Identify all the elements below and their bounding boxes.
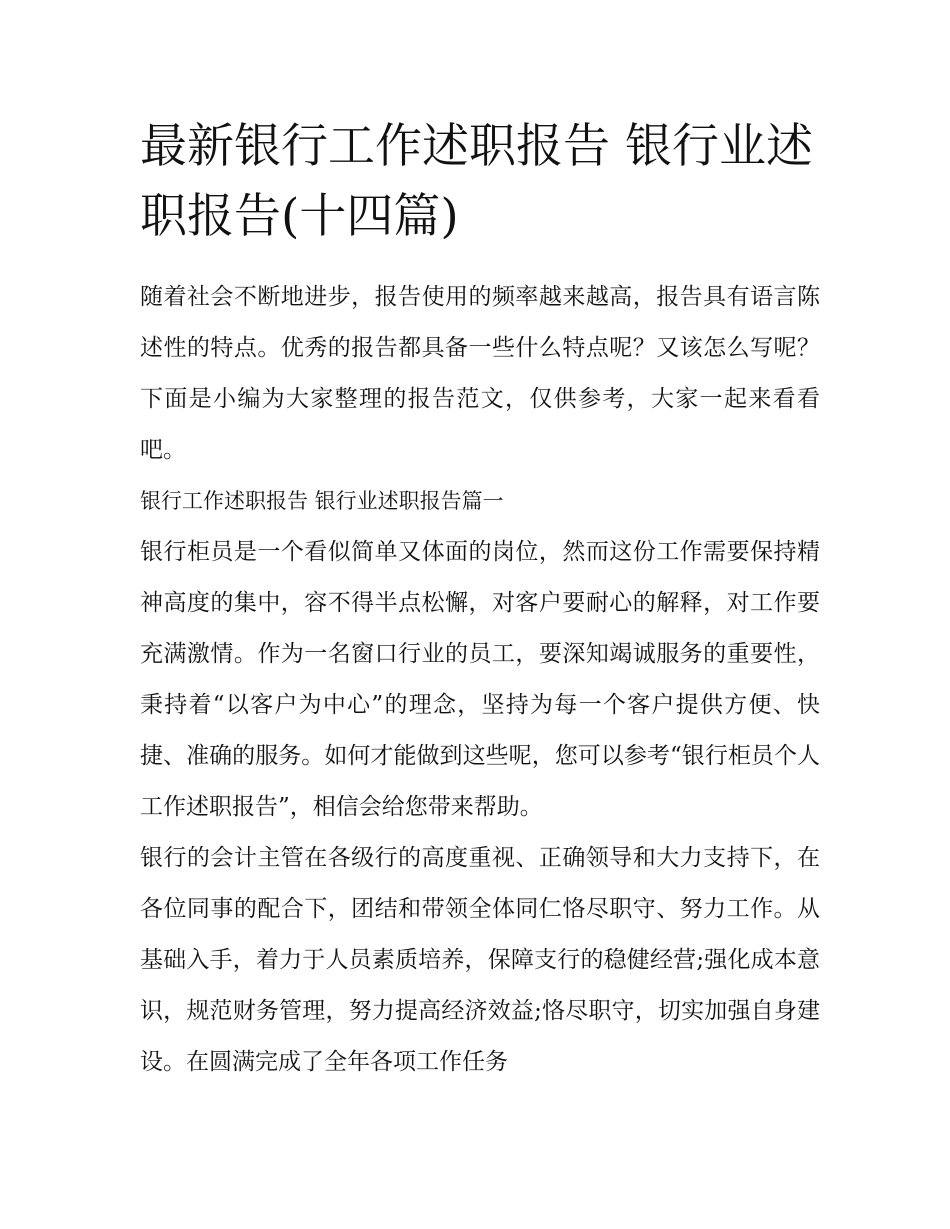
intro-paragraph: 随着社会不断地进步，报告使用的频率越来越高，报告具有语言陈述性的特点。优秀的报告都具备一些什么特点呢？又该怎么写呢？下面是小编为大家整理的报告范文，仅供参考，大家一起来看看吧。 [140, 284, 820, 463]
document-page [140, 112, 820, 1088]
section-heading: 银行工作述职报告 银行业述职报告篇一 [140, 489, 504, 513]
body-paragraph-2: 银行的会计主管在各级行的高度重视、正确领导和大力支持下，在各位同事的配合下，团结和带领全体同仁恪尽职守、努力工作。从基础入手，着力于人员素质培养，保障支行的稳健经营;强化成本意识，规范财务管理，努力提高经济效益;恪尽职守，切实加强自身建设。在圆满完成了全年各项工作任务 [140, 845, 820, 1075]
body-paragraph-1: 银行柜员是一个看似简单又体面的岗位，然而这份工作需要保持精神高度的集中，容不得半点松懈，对客户要耐心的解释，对工作要充满激情。作为一名窗口行业的员工，要深知竭诚服务的重要性，秉持着“以客户为中心”的理念，坚持为每一个客户提供方便、快捷、准确的服务。如何才能做到这些呢，您可以参考“银行柜员个人工作述职报告”，相信会给您带来帮助。 [140, 539, 820, 820]
document-title: 最新银行工作述职报告 银行业述职报告(十四篇) [140, 119, 813, 244]
